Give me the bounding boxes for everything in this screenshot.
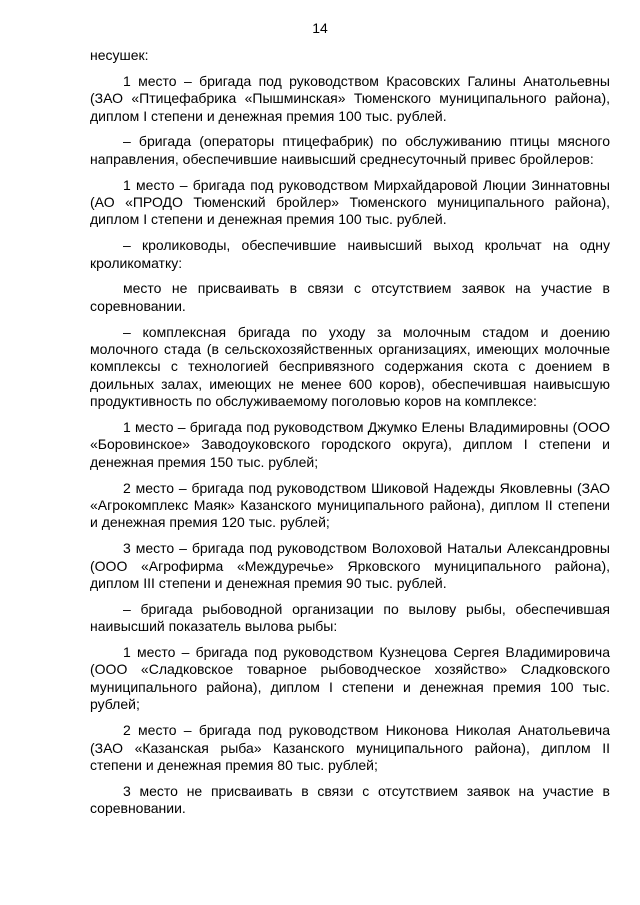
document-body: [90, 47, 610, 826]
paragraph-broiler-first-place: 1 место – бригада под руководством Мирхайдаровой Люции Зиннатовны (АО «ПРОДО Тюменский бройлер» Тюменского муниципального района), диплом I степени и денежная премия 100 тыс. рублей.: [90, 176, 610, 228]
paragraph-fishery-first-place: 1 место – бригада под руководством Кузнецова Сергея Владимировича (ООО «Сладковское товарное рыбоводческое хозяйство» Сладковского муниципального района), диплом I степени и денежная премия 100 тыс. рублей;: [90, 644, 610, 713]
paragraph-broiler-category: – бригада (операторы птицефабрик) по обслуживанию птицы мясного направления, обеспечившие наивысший среднесуточный привес бройлеров:: [90, 133, 610, 167]
paragraph-dairy-third-place: 3 место – бригада под руководством Волоховой Натальи Александровны (ООО «Агрофирма «Междуречье» Ярковского муниципального района), диплом III степени и денежная премия 90 тыс. рублей.: [90, 540, 610, 592]
paragraph-fishery-third-no-award: 3 место не присваивать в связи с отсутствием заявок на участие в соревновании.: [90, 782, 610, 817]
paragraph-fishery-category: – бригада рыбоводной организации по вылову рыбы, обеспечившая наивысший показатель вылова рыбы:: [90, 600, 610, 635]
paragraph-poultry-egg-first-place: 1 место – бригада под руководством Красовских Галины Анатольевны (ЗАО «Птицефабрика «Пышминская» Тюменского муниципального района), диплом I степени и денежная премия 100 тыс. рублей.: [90, 72, 610, 124]
paragraph-rabbit-category: – кролиководы, обеспечившие наивысший выход крольчат на одну кроликоматку:: [90, 237, 610, 271]
paragraph-dairy-first-place: 1 место – бригада под руководством Джумко Елены Владимировны (ООО «Боровинское» Заводоуковского городского округа), диплом I степени и денежная премия 150 тыс. рублей;: [90, 419, 610, 470]
paragraph-rabbit-no-award: место не присваивать в связи с отсутствием заявок на участие в соревновании.: [90, 280, 610, 314]
paragraph-dairy-second-place: 2 место – бригада под руководством Шиковой Надежды Яковлевны (ЗАО «Агрокомплекс Маяк» Казанского муниципального района), диплом II степени и денежная премия 120 тыс. рублей;: [90, 479, 610, 531]
page-number: 14: [312, 20, 328, 36]
paragraph-dairy-category: – комплексная бригада по уходу за молочным стадом и доению молочного стада (в сельскохозяйственных организациях, имеющих молочные комплексы с технологией беспривязного содержания скота с доением в доильных залах, имеющих не менее 600 коров), обеспечившая наивысшую продуктивность по обслуживаемому поголовью коров на комплексе:: [90, 323, 610, 410]
paragraph-continuation: несушек:: [90, 47, 149, 63]
paragraph-fishery-second-place: 2 место – бригада под руководством Никонова Николая Анатольевича (ЗАО «Казанская рыба» Казанского муниципального района), диплом II степени и денежная премия 80 тыс. рублей;: [90, 722, 610, 773]
